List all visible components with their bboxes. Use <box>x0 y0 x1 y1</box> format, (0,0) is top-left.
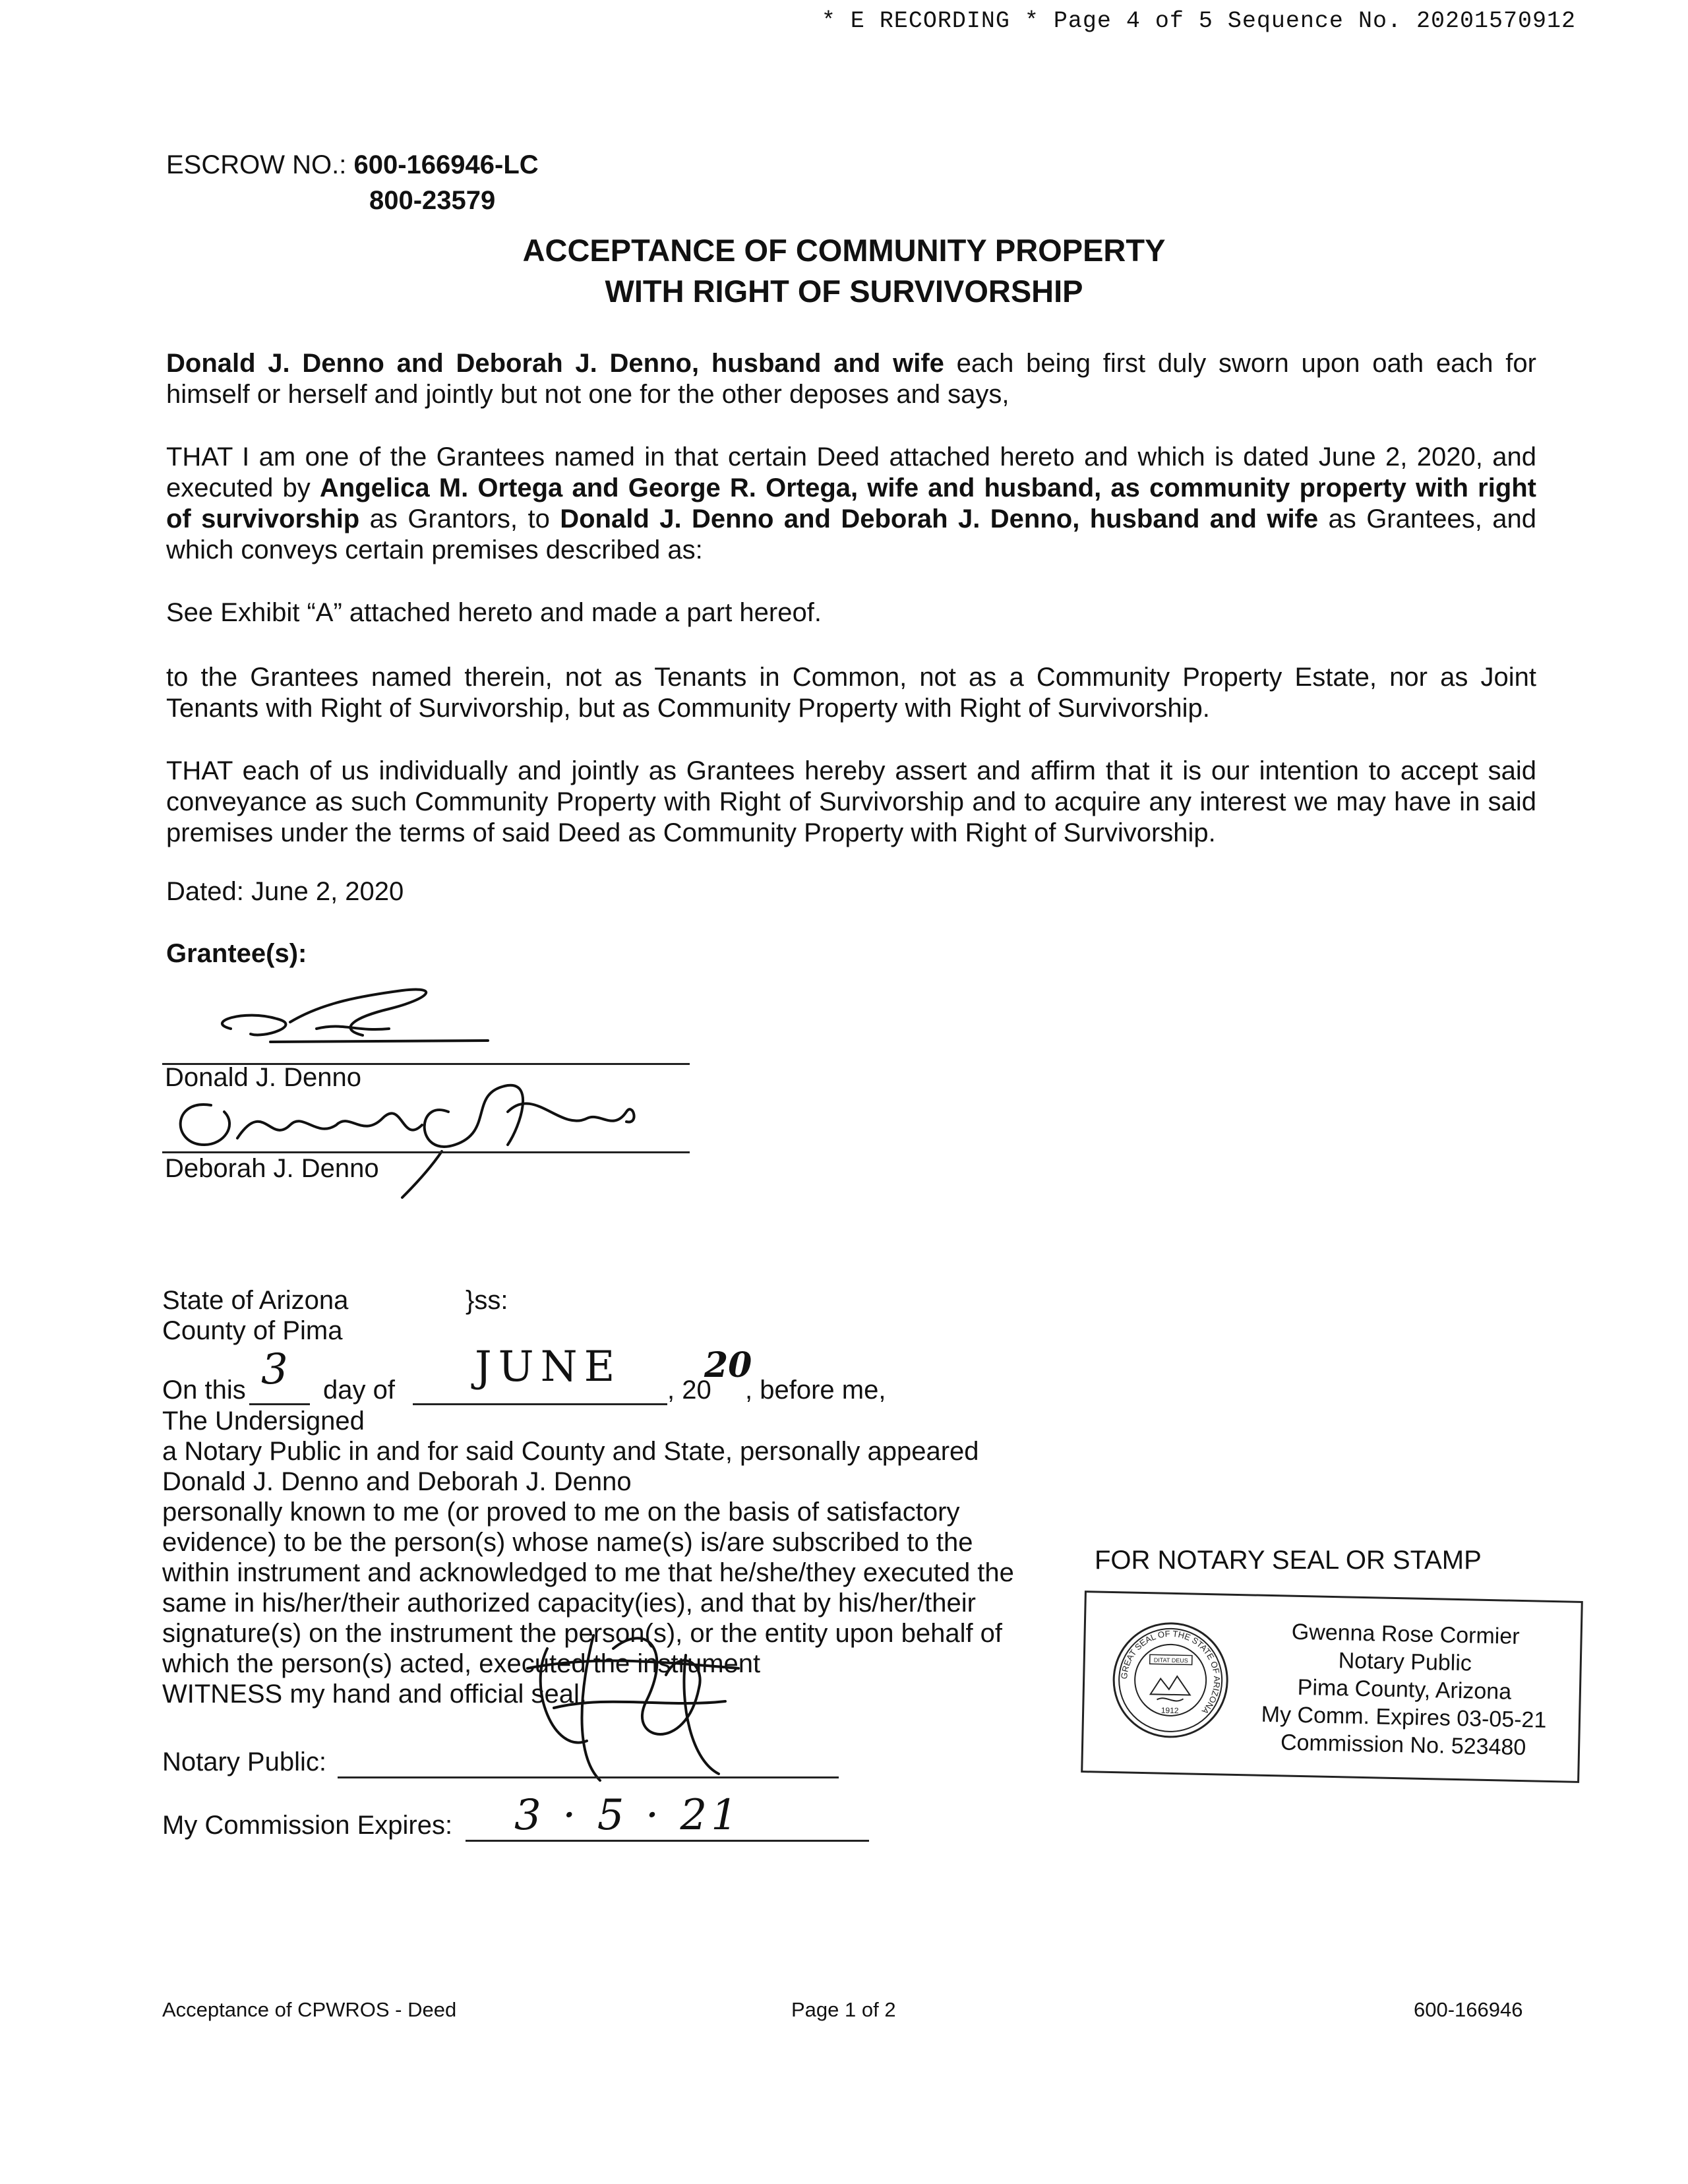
commission-expires-value: 3 · 5 · 21 <box>514 1791 742 1840</box>
notary-line-3: personally known to me (or proved to me on the basis of satisfactory <box>162 1498 960 1527</box>
year-value: 20 <box>704 1345 752 1385</box>
paragraph-affirmation: THAT each of us individually and jointly as Grantees hereby assert and affirm that it is our intention to accept said conveyance as such Community Property with Right of Survivorship and to acquire any interest we may have in said premises under the terms of said Deed as Community Property with Right of Survivorship. <box>166 756 1536 847</box>
stamp-notary-role: Notary Public <box>1338 1648 1472 1676</box>
arizona-seal-icon <box>1110 1620 1231 1741</box>
grantors-names: Angelica M. Ortega and George R. Ortega, wife and husband, as community property with right of survivorship <box>166 473 1536 533</box>
deed-text-1: THAT I am one of the Grantees named in that certain Deed attached hereto and which is dated June 2, 2020, and executed by <box>166 442 1536 502</box>
seal-year: 1912 <box>1160 1705 1179 1716</box>
deed-text-3: as Grantees, and which conveys certain premises described as: <box>166 504 1536 564</box>
paragraph-exhibit: See Exhibit “A” attached hereto and made a part hereof. <box>166 598 822 627</box>
commission-expires-line <box>466 1840 869 1842</box>
notary-line-4: evidence) to be the person(s) whose name(s) is/are subscribed to the <box>162 1528 973 1557</box>
notary-line-2: Donald J. Denno and Deborah J. Denno <box>162 1467 632 1496</box>
footer-page-number: Page 1 of 2 <box>791 1998 896 2021</box>
notary-undersigned: The Undersigned <box>162 1407 365 1436</box>
notary-line-1: a Notary Public in and for said County and State, personally appeared <box>162 1437 979 1466</box>
grantee-name-2: Deborah J. Denno <box>165 1154 379 1183</box>
commission-expires-label: My Commission Expires: <box>162 1811 453 1840</box>
notary-line-8: which the person(s) acted, executed the instrument <box>162 1649 761 1678</box>
stamp-commission-number: Commission No. 523480 <box>1280 1730 1526 1761</box>
escrow-number-1: 600-166946-LC <box>353 150 539 179</box>
escrow-line <box>166 150 539 180</box>
grantees-names: Donald J. Denno and Deborah J. Denno, husband and wife <box>560 504 1319 533</box>
paragraph-grantees-therein: to the Grantees named therein, not as Tenants in Common, not as a Community Property Estate, nor as Joint Tenants with Right of Survivorship, but as Community Property with Right of Survivorship. <box>166 663 1536 723</box>
paragraph-deed <box>166 442 1536 566</box>
month-line <box>413 1403 667 1405</box>
document-title-line-2: WITH RIGHT OF SURVIVORSHIP <box>605 274 1083 309</box>
deed-text-2: as Grantors, to <box>359 504 560 533</box>
seal-ring-text: GREAT SEAL OF THE STATE OF ARIZONA <box>1119 1628 1222 1716</box>
month-value: JUNE <box>475 1343 622 1391</box>
notary-public-label: Notary Public: <box>162 1747 326 1776</box>
grantees-heading: Grantee(s): <box>166 939 307 968</box>
affiant-names: Donald J. Denno and Deborah J. Denno, husband and wife <box>166 349 944 378</box>
venue-state: State of Arizona <box>162 1286 349 1315</box>
day-line <box>249 1403 310 1405</box>
notary-stamp <box>1081 1591 1583 1783</box>
signature-deborah <box>165 1072 666 1204</box>
dated-line: Dated: June 2, 2020 <box>166 877 404 906</box>
notary-line-5: within instrument and acknowledged to me that he/she/they executed the <box>162 1558 1014 1587</box>
year-prefix: , 20 <box>667 1376 711 1405</box>
notary-line-7: signature(s) on the instrument the person(s), or the entity upon behalf of <box>162 1619 1003 1648</box>
footer-left: Acceptance of CPWROS - Deed <box>162 1998 457 2021</box>
on-this-label: On this <box>162 1376 246 1405</box>
footer-right: 600-166946 <box>1414 1998 1523 2021</box>
document-title-line-1: ACCEPTANCE OF COMMUNITY PROPERTY <box>522 233 1166 268</box>
notary-line-9: WITNESS my hand and official seal. <box>162 1680 587 1709</box>
affiant-text: each being first duly sworn upon oath each for himself or herself and jointly but not one for the other deposes and says, <box>166 349 1536 409</box>
venue-ss: }ss: <box>466 1286 508 1315</box>
stamp-expires: My Comm. Expires 03-05-21 <box>1261 1701 1547 1733</box>
notary-line-6: same in his/her/their authorized capacity(ies), and that by his/her/their <box>162 1589 976 1618</box>
svg-text:GREAT SEAL OF THE STATE OF ARI <box>1118 1627 1223 1716</box>
signature-donald <box>191 983 508 1055</box>
escrow-number-2: 800-23579 <box>369 186 496 215</box>
notary-stamp-heading: FOR NOTARY SEAL OR STAMP <box>1095 1546 1482 1575</box>
escrow-label: ESCROW NO.: <box>166 150 347 179</box>
recording-header: * E RECORDING * Page 4 of 5 Sequence No. 20201570912 <box>821 8 1576 34</box>
signature-line-2 <box>162 1151 690 1153</box>
venue-county: County of Pima <box>162 1316 343 1345</box>
day-value: 3 <box>261 1345 288 1394</box>
grantee-name-1: Donald J. Denno <box>165 1063 361 1092</box>
notary-signature-line <box>338 1776 839 1778</box>
seal-motto: DITAT DEUS <box>1153 1656 1188 1664</box>
paragraph-affiants <box>166 348 1536 410</box>
stamp-text-block <box>1248 1617 1561 1762</box>
day-of-label: day of <box>323 1376 395 1405</box>
stamp-notary-name: Gwenna Rose Cormier <box>1291 1619 1520 1649</box>
before-me-label: , before me, <box>745 1376 886 1405</box>
stamp-county: Pima County, Arizona <box>1297 1674 1512 1705</box>
